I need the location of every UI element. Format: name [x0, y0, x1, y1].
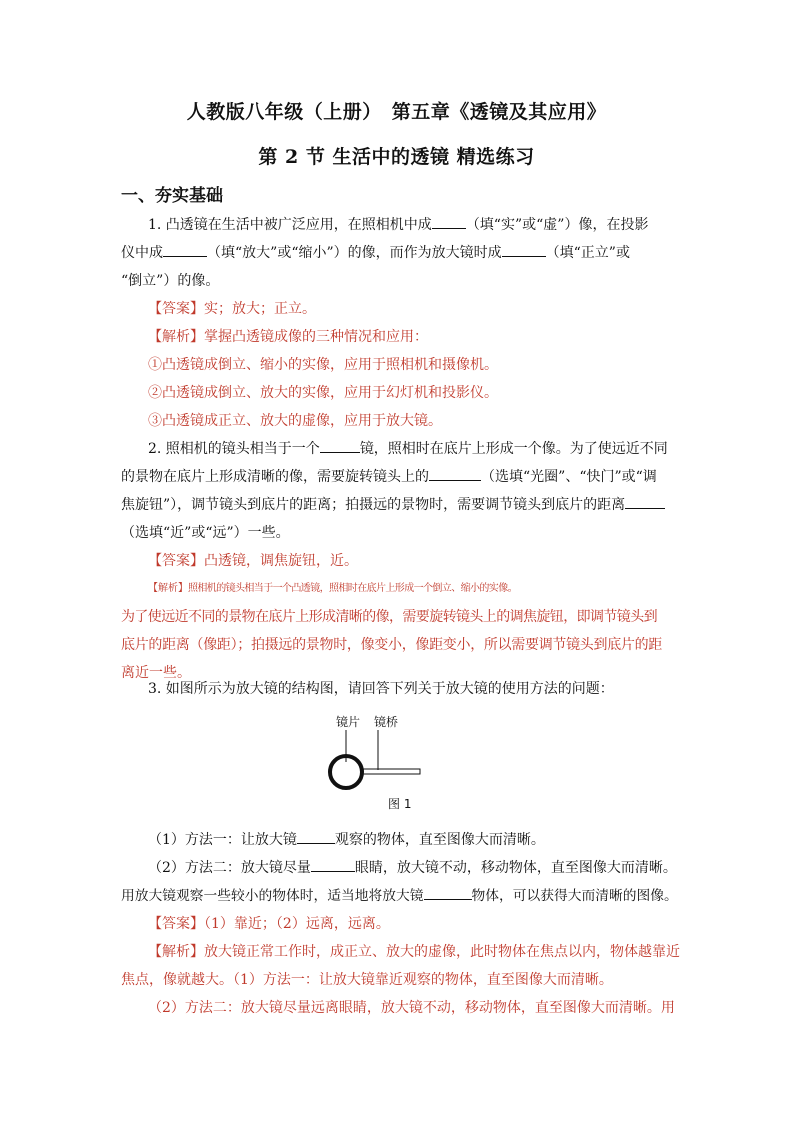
q2-line-4: （选填“近”或“远”）一些。 — [121, 525, 290, 541]
q1-line-2: 仪中成 （填“放大”或“缩小”）的像，而作为放大镜时成 （填“正立”或 — [121, 239, 677, 267]
figure-label-handle: 镜桥 — [374, 715, 399, 729]
answer-tag: 【答案】 — [148, 916, 204, 932]
q2-blank-2 — [429, 466, 481, 481]
q1-analysis: 【解析】掌握凸透镜成像的三种情况和应用： — [148, 329, 428, 345]
q2-analysis-line-3: 底片的距离（像距）；拍摄远的景物时，像变小，像距变小，所以需要调节镜头到底片的距 — [121, 637, 662, 653]
document-title: 人教版八年级（上册） 第五章《透镜及其应用》 — [186, 101, 607, 123]
magnifier-diagram — [320, 710, 430, 810]
q2-blank-1 — [320, 438, 360, 453]
q1-blank-3 — [502, 242, 546, 257]
q1-blank-1 — [432, 214, 466, 229]
q2-line-1: 2. 照相机的镜头相当于一个 镜，照相时在底片上形成一个像。为了使远近不同 — [148, 435, 677, 463]
q1-answer: 【答案】实；放大；正立。 — [148, 301, 316, 317]
q1-line-3: “倒立”）的像。 — [121, 273, 220, 289]
q3-blank-3 — [424, 885, 472, 900]
analysis-tag: 【解析】 — [148, 329, 204, 345]
document-subtitle: 第 2 节 生活中的透镜 精选练习 — [258, 146, 535, 168]
q2-line-2: 的景物在底片上形成清晰的像，需要旋转镜头上的 （选填“光圈”、“快门”或“调 — [121, 463, 677, 491]
q2-analysis-line-2: 为了使远近不同的景物在底片上形成清晰的像，需要旋转镜头上的调焦旋钮，即调节镜头到 — [121, 609, 657, 625]
q1-analysis-item-1: ①凸透镜成倒立、缩小的实像，应用于照相机和摄像机。 — [148, 357, 498, 373]
q3-analysis-line-1: 【解析】放大镜正常工作时，成正立、放大的虚像，此时物体在焦点以内，物体越靠近 — [148, 944, 680, 960]
q3-sub-1: （1）方法一：让放大镜 观察的物体，直至图像大而清晰。 — [148, 826, 677, 854]
figure-caption: 图 1 — [388, 797, 412, 811]
q1-analysis-item-2: ②凸透镜成倒立、放大的实像，应用于幻灯机和投影仪。 — [148, 385, 498, 401]
q3-sub-3: 用放大镜观察一些较小的物体时，适当地将放大镜 物体，可以获得大而清晰的图像。 — [121, 882, 677, 910]
q1-line-1: 1. 凸透镜在生活中被广泛应用，在照相机中成 （填“实”或“虚”）像，在投影 — [148, 211, 677, 239]
q2-analysis-line-4: 离近一些。 — [121, 665, 191, 681]
section-heading: 一、夯实基础 — [121, 186, 223, 206]
q2-blank-3 — [625, 494, 665, 509]
q2-answer: 【答案】凸透镜，调焦旋钮，近。 — [148, 553, 358, 569]
q2-analysis-line-1: 【解析】照相机的镜头相当于一个凸透镜，照相时在底片上形成一个倒立、缩小的实像。 — [148, 583, 517, 594]
figure-label-lens: 镜片 — [336, 715, 361, 729]
q1-blank-2 — [163, 242, 207, 257]
q3-stem: 3. 如图所示为放大镜的结构图，请回答下列关于放大镜的使用方法的问题： — [148, 681, 614, 697]
analysis-tag: 【解析】 — [148, 944, 204, 960]
analysis-tag: 【解析】 — [148, 583, 188, 594]
q3-answer: 【答案】（1）靠近；（2）远离，远离。 — [148, 916, 390, 932]
answer-tag: 【答案】 — [148, 301, 204, 317]
q3-blank-1 — [297, 829, 335, 844]
q3-blank-2 — [311, 857, 355, 872]
magnifier-figure — [320, 710, 430, 810]
q3-analysis-line-3: （2）方法二：放大镜尽量远离眼睛，放大镜不动，移动物体，直至图像大而清晰。用 — [148, 1000, 675, 1016]
q3-sub-2: （2）方法二：放大镜尽量 眼睛，放大镜不动，移动物体，直至图像大而清晰。 — [148, 854, 677, 882]
q3-analysis-line-2: 焦点，像就越大。（1）方法一：让放大镜靠近观察的物体，直至图像大而清晰。 — [121, 972, 613, 988]
q1-analysis-item-3: ③凸透镜成正立、放大的虚像，应用于放大镜。 — [148, 413, 442, 429]
q2-line-3: 焦旋钮”），调节镜头到底片的距离；拍摄远的景物时，需要调节镜头到底片的距离 — [121, 491, 677, 519]
answer-tag: 【答案】 — [148, 553, 204, 569]
